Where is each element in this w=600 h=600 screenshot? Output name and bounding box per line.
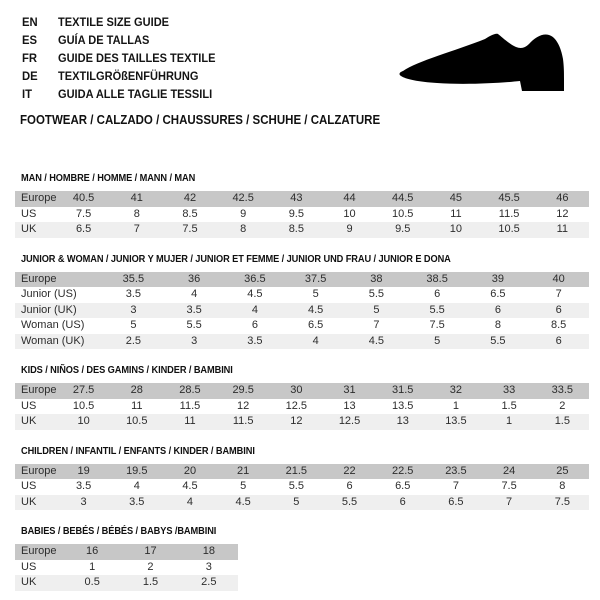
size-value: 39 xyxy=(491,272,504,285)
size-value: 7 xyxy=(133,223,140,235)
size-value: 28 xyxy=(130,384,143,396)
size-value: 6.5 xyxy=(448,495,464,508)
size-value: 45 xyxy=(449,192,463,204)
size-table-row xyxy=(15,287,589,303)
size-table-title: BABIES / BEBÉS / BÉBÉS / BABYS /BAMBINI xyxy=(21,525,217,537)
size-table-row xyxy=(15,575,238,591)
size-value: 6 xyxy=(555,303,562,316)
size-value: 2 xyxy=(559,399,566,412)
size-value: 0.5 xyxy=(84,576,100,588)
size-value: 10.5 xyxy=(126,415,148,427)
size-value: 2 xyxy=(147,560,154,573)
size-table-row xyxy=(15,191,589,207)
size-value: 4 xyxy=(191,288,198,300)
region-label: US xyxy=(21,399,37,412)
size-value: 4.5 xyxy=(247,288,263,300)
language-label: TEXTILE SIZE GUIDE xyxy=(58,15,170,29)
region-label: US xyxy=(21,560,37,573)
size-value: 4.5 xyxy=(235,495,251,508)
size-value: 33.5 xyxy=(551,384,574,396)
size-value: 1 xyxy=(89,560,96,573)
size-value: 10 xyxy=(343,207,356,220)
size-table-title: KIDS / NIÑOS / DES GAMINS / KINDER / BAMBINI xyxy=(21,364,233,376)
size-value: 21 xyxy=(237,464,250,477)
region-label: Junior (US) xyxy=(21,288,77,300)
size-value: 7.5 xyxy=(501,480,517,492)
size-value: 5 xyxy=(130,319,137,331)
size-value: 16 xyxy=(86,545,99,557)
size-value: 36.5 xyxy=(244,272,266,285)
region-label: Woman (US) xyxy=(21,319,85,331)
size-value: 3 xyxy=(205,560,212,573)
size-table-section xyxy=(15,253,589,350)
size-value: 10.5 xyxy=(392,207,414,220)
size-table-title: JUNIOR & WOMAN / JUNIOR Y MUJER / JUNIOR ET FEMME / JUNIOR UND FRAU / JUNIOR E DONA xyxy=(21,252,451,265)
size-value: 8 xyxy=(133,207,140,220)
size-table xyxy=(15,544,238,591)
size-value: 7.5 xyxy=(554,495,570,508)
region-label: UK xyxy=(21,415,37,427)
size-value: 3 xyxy=(130,303,137,316)
size-value: 7.5 xyxy=(429,319,445,331)
region-label: Europe xyxy=(21,192,57,204)
size-value: 17 xyxy=(144,545,157,557)
size-value: 11 xyxy=(556,223,569,235)
size-value: 9.5 xyxy=(288,207,304,220)
region-label: Europe xyxy=(21,464,57,477)
size-value: 29.5 xyxy=(232,384,254,396)
size-value: 2.5 xyxy=(201,576,217,588)
size-table-section xyxy=(15,445,589,511)
size-value: 4 xyxy=(251,303,258,316)
size-value: 6 xyxy=(346,480,353,492)
region-label: UK xyxy=(21,576,37,588)
size-value: 6.5 xyxy=(395,480,411,492)
size-value: 7 xyxy=(452,480,459,492)
size-value: 8.5 xyxy=(288,223,304,235)
language-code: DE xyxy=(22,69,38,83)
size-table xyxy=(15,272,589,350)
region-label: US xyxy=(21,480,37,492)
size-value: 3.5 xyxy=(129,495,145,508)
region-label: Woman (UK) xyxy=(21,334,85,347)
size-value: 35.5 xyxy=(122,272,145,285)
size-value: 5 xyxy=(373,303,380,316)
size-value: 1.5 xyxy=(554,415,570,427)
size-value: 8 xyxy=(240,223,247,235)
size-value: 40 xyxy=(552,272,565,285)
size-value: 5.5 xyxy=(288,480,304,492)
size-value: 10.5 xyxy=(498,223,520,235)
size-table-row xyxy=(15,464,589,480)
size-value: 19 xyxy=(77,464,90,477)
size-value: 21.5 xyxy=(285,464,308,477)
size-value: 7.5 xyxy=(75,207,92,220)
size-value: 9.5 xyxy=(395,223,411,235)
size-value: 5.5 xyxy=(429,303,445,316)
region-label: UK xyxy=(21,495,37,508)
dress-shoe-icon xyxy=(393,21,573,105)
language-label: TEXTILGRÖßENFÜHRUNG xyxy=(58,69,199,83)
size-value: 27.5 xyxy=(72,384,95,396)
size-value: 42.5 xyxy=(232,192,254,204)
size-value: 5 xyxy=(312,288,319,300)
size-value: 3.5 xyxy=(186,303,202,316)
size-value: 6 xyxy=(399,495,406,508)
region-label: Europe xyxy=(21,384,57,396)
size-value: 13.5 xyxy=(445,415,467,427)
size-value: 44.5 xyxy=(392,192,414,204)
size-value: 10 xyxy=(449,223,463,235)
size-table-row xyxy=(15,318,589,334)
size-value: 12.5 xyxy=(338,415,361,427)
size-value: 41 xyxy=(130,192,143,204)
size-table-title: MAN / HOMBRE / HOMME / MANN / MAN xyxy=(21,172,196,184)
size-value: 9 xyxy=(346,223,353,235)
size-value: 13 xyxy=(396,415,409,427)
size-value: 4.5 xyxy=(307,303,324,316)
size-value: 38.5 xyxy=(426,272,448,285)
language-label: GUIDE DES TAILLES TEXTILE xyxy=(58,51,216,65)
size-value: 5 xyxy=(240,480,247,492)
size-value: 6 xyxy=(555,334,562,347)
size-value: 28.5 xyxy=(179,384,201,396)
size-table-row xyxy=(15,399,589,415)
region-label: Junior (UK) xyxy=(21,303,77,316)
language-code: IT xyxy=(22,87,33,101)
size-table xyxy=(15,191,589,238)
size-value: 3 xyxy=(191,334,198,347)
size-table-row xyxy=(15,383,589,399)
size-value: 11 xyxy=(131,399,143,412)
size-value: 24 xyxy=(502,464,516,477)
size-value: 1 xyxy=(452,399,459,412)
size-value: 38 xyxy=(370,272,383,285)
size-value: 5.5 xyxy=(368,288,385,300)
size-value: 1 xyxy=(506,415,513,427)
size-value: 22 xyxy=(343,464,356,477)
size-value: 6 xyxy=(434,288,441,300)
size-value: 40.5 xyxy=(72,192,95,204)
size-table-row xyxy=(15,334,589,350)
size-value: 4.5 xyxy=(182,480,198,492)
size-value: 4 xyxy=(133,480,140,492)
size-table-row xyxy=(15,560,238,576)
size-value: 7 xyxy=(506,495,513,508)
size-value: 6.5 xyxy=(490,288,506,300)
size-value: 7 xyxy=(555,288,562,300)
size-table-row xyxy=(15,222,589,238)
size-table xyxy=(15,383,589,430)
size-value: 3.5 xyxy=(125,288,142,300)
size-table-title: CHILDREN / INFANTIL / ENFANTS / KINDER / BAMBINI xyxy=(21,444,255,457)
size-value: 13.5 xyxy=(392,399,414,412)
language-label: GUIDA ALLE TAGLIE TESSILI xyxy=(58,87,213,101)
size-table-row xyxy=(15,303,589,319)
region-label: Europe xyxy=(21,545,57,557)
size-table-row xyxy=(15,414,589,430)
size-value: 4 xyxy=(312,334,319,347)
size-value: 3.5 xyxy=(247,334,263,347)
size-value: 2.5 xyxy=(125,334,142,347)
size-value: 46 xyxy=(556,192,569,204)
size-value: 20 xyxy=(183,464,197,477)
size-value: 5 xyxy=(434,334,441,347)
size-value: 44 xyxy=(343,192,356,204)
language-label: GUÍA DE TALLAS xyxy=(58,33,150,47)
size-value: 12 xyxy=(290,415,303,427)
size-value: 7 xyxy=(373,319,380,331)
size-value: 1.5 xyxy=(501,399,517,412)
size-table-section xyxy=(15,172,589,238)
size-value: 8 xyxy=(559,480,566,492)
size-value: 9 xyxy=(240,207,247,220)
size-value: 37.5 xyxy=(304,272,327,285)
size-value: 19.5 xyxy=(126,464,148,477)
size-value: 6.5 xyxy=(307,319,324,331)
size-value: 3.5 xyxy=(75,480,92,492)
size-value: 18 xyxy=(202,545,215,557)
size-value: 6 xyxy=(251,319,258,331)
size-value: 4.5 xyxy=(368,334,385,347)
category-heading: FOOTWEAR / CALZADO / CHAUSSURES / SCHUHE / CALZATURE xyxy=(20,113,381,127)
region-label: US xyxy=(21,207,37,220)
size-value: 36 xyxy=(188,272,201,285)
size-value: 8.5 xyxy=(182,207,198,220)
size-value: 43 xyxy=(290,192,303,204)
size-value: 32 xyxy=(449,384,463,396)
size-value: 5.5 xyxy=(341,495,358,508)
size-value: 12.5 xyxy=(285,399,308,412)
size-value: 5 xyxy=(293,495,300,508)
size-value: 12 xyxy=(237,399,250,412)
size-table-row xyxy=(15,495,589,511)
size-value: 4 xyxy=(186,495,194,508)
size-table-section xyxy=(15,364,589,430)
size-value: 23.5 xyxy=(445,464,467,477)
size-value: 11.5 xyxy=(498,207,520,220)
language-code: ES xyxy=(22,33,38,47)
size-value: 5.5 xyxy=(490,334,506,347)
size-value: 31.5 xyxy=(392,384,414,396)
size-value: 45.5 xyxy=(498,192,520,204)
size-value: 1.5 xyxy=(142,576,159,588)
size-value: 12 xyxy=(556,207,569,220)
size-table-row xyxy=(15,272,589,288)
size-value: 11 xyxy=(450,207,462,220)
size-value: 11 xyxy=(184,415,196,427)
size-tables xyxy=(15,172,589,591)
size-value: 6.5 xyxy=(75,223,92,235)
size-value: 6 xyxy=(494,303,501,316)
size-table-row xyxy=(15,207,589,223)
size-value: 10 xyxy=(77,415,90,427)
size-value: 13 xyxy=(343,399,356,412)
size-value: 31 xyxy=(343,384,356,396)
size-table-row xyxy=(15,479,589,495)
size-value: 42 xyxy=(183,192,197,204)
size-table xyxy=(15,464,589,511)
region-label: Europe xyxy=(21,272,57,285)
size-value: 33 xyxy=(502,384,516,396)
size-value: 8.5 xyxy=(550,319,567,331)
size-value: 25 xyxy=(556,464,569,477)
region-label: UK xyxy=(21,223,37,235)
language-code: FR xyxy=(22,51,38,65)
language-code: EN xyxy=(22,15,38,29)
size-value: 11.5 xyxy=(232,415,254,427)
size-table-section xyxy=(15,525,589,591)
size-value: 22.5 xyxy=(392,464,414,477)
size-table-row xyxy=(15,544,238,560)
size-value: 3 xyxy=(80,495,87,508)
size-value: 11.5 xyxy=(179,399,201,412)
size-value: 7.5 xyxy=(182,223,198,235)
size-value: 10.5 xyxy=(72,399,95,412)
size-value: 8 xyxy=(494,319,501,331)
size-value: 5.5 xyxy=(186,319,202,331)
size-value: 30 xyxy=(290,384,303,396)
